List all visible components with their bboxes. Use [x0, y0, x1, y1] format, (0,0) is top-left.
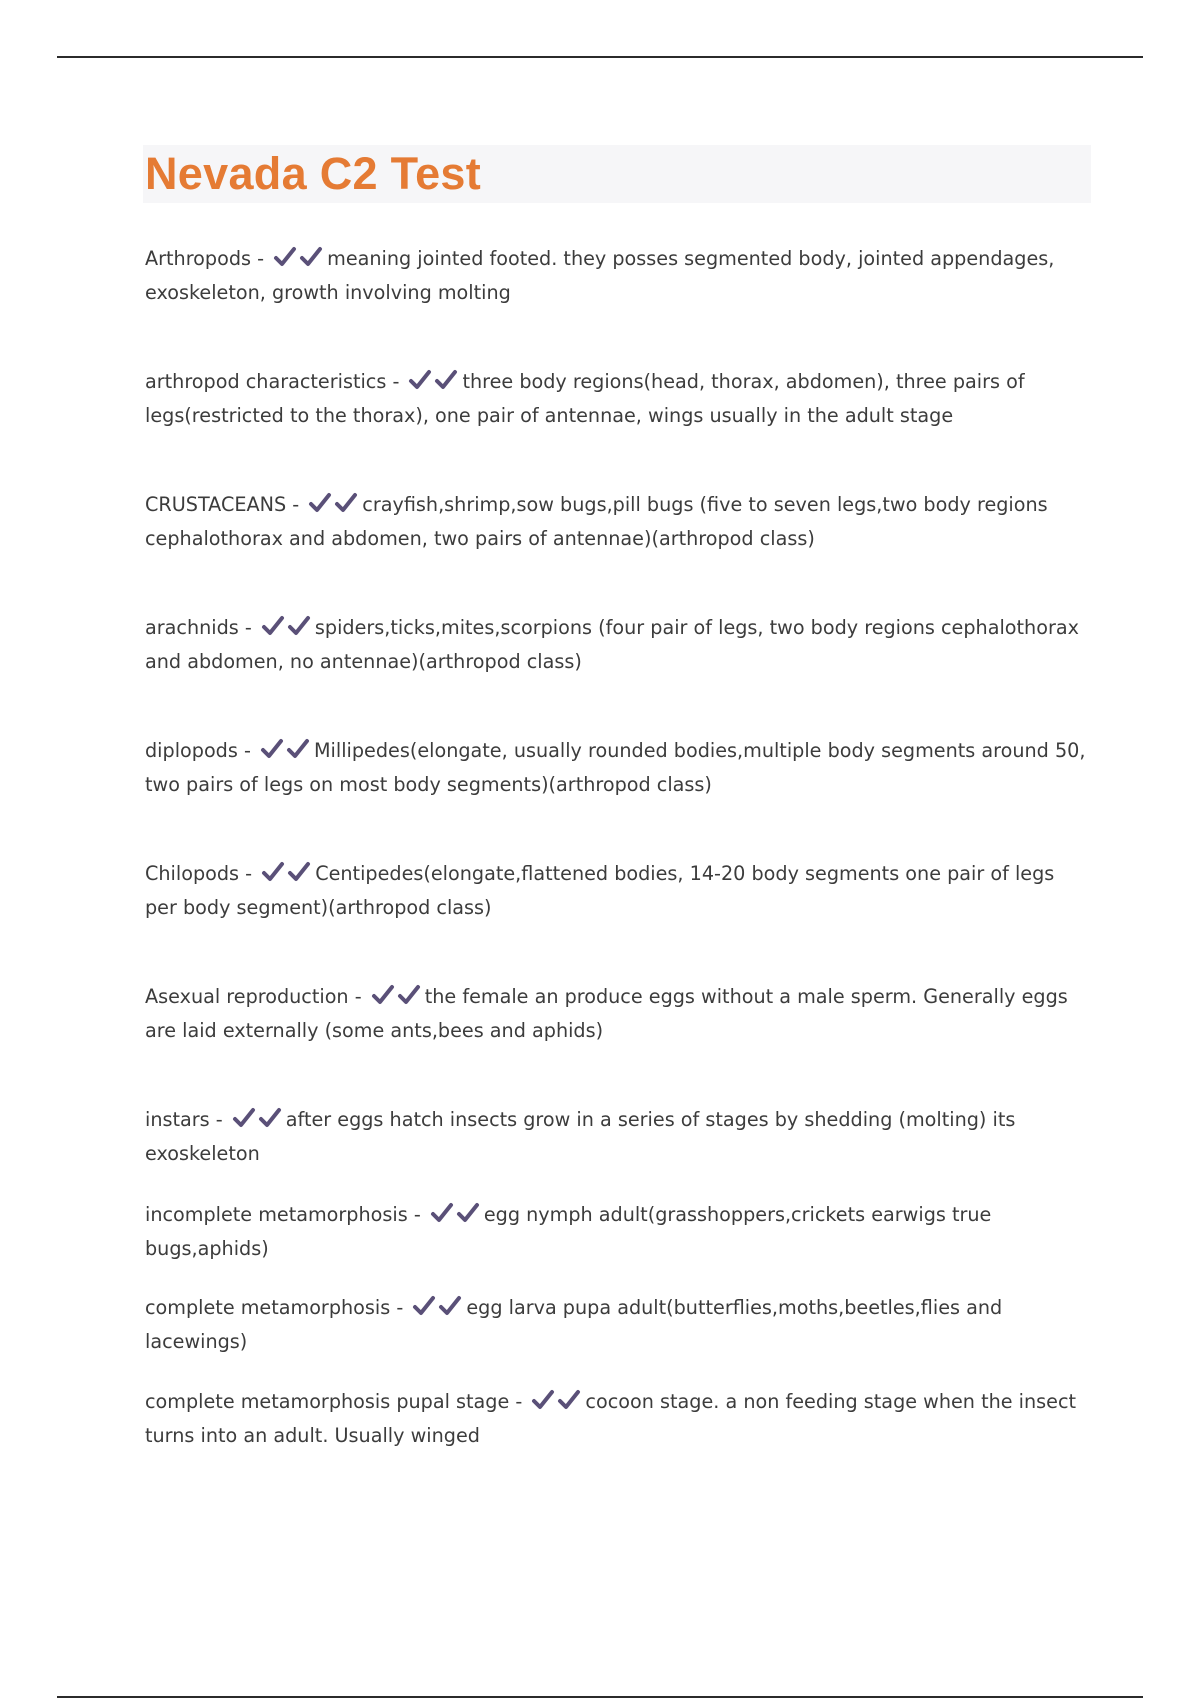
entry-definition: after eggs hatch insects grow in a series of stages by shedding (molting) its exoskeleton [145, 1108, 1016, 1165]
entry-definition: crayfish,shrimp,sow bugs,pill bugs (five to seven legs,two body regions cephalothorax and abdomen, two pairs of antennae)(arthropod class) [145, 493, 1048, 550]
entry-definition: the female an produce eggs without a male sperm. Generally eggs are laid externally (some ants,bees and aphids) [145, 985, 1068, 1042]
term-separator: - [237, 739, 257, 762]
flashcard-entry [145, 736, 1090, 800]
entry-definition: cocoon stage. a non feeding stage when the insect turns into an adult. Usually winged [145, 1390, 1077, 1447]
term-separator: - [238, 616, 258, 639]
double-check-icon [232, 1107, 284, 1139]
flashcard-entry [145, 1105, 1090, 1169]
entry-definition: Centipedes(elongate,flattened bodies, 14-20 body segments one pair of legs per body segment)(arthropod class) [145, 862, 1055, 919]
entry-term: Arthropods [145, 247, 251, 270]
entry-term: arachnids [145, 616, 239, 639]
entry-definition: meaning jointed footed. they posses segmented body, jointed appendages, exoskeleton, growth involving molting [145, 247, 1055, 304]
term-separator: - [239, 862, 259, 885]
double-check-icon [371, 984, 423, 1016]
title-band [143, 145, 1091, 203]
term-separator: - [509, 1390, 529, 1413]
term-separator: - [286, 493, 306, 516]
double-check-icon [260, 738, 312, 770]
entry-term: complete metamorphosis pupal stage [145, 1390, 510, 1413]
entry-definition: egg larva pupa adult(butterflies,moths,beetles,flies and lacewings) [145, 1296, 1003, 1353]
entry-term: arthropod characteristics [145, 370, 387, 393]
double-check-icon [273, 246, 325, 278]
double-check-icon [412, 1295, 464, 1327]
term-separator: - [390, 1296, 410, 1319]
page-title: Nevada C2 Test [145, 148, 482, 199]
term-separator: - [348, 985, 368, 1008]
double-check-icon [261, 861, 313, 893]
double-check-icon [308, 492, 360, 524]
entry-term: complete metamorphosis [145, 1296, 391, 1319]
bottom-rule [57, 1696, 1143, 1698]
entry-term: diplopods [145, 739, 238, 762]
flashcard-entry [145, 244, 1090, 308]
entry-definition: spiders,ticks,mites,scorpions (four pair of legs, two body regions cephalothorax and abdomen, no antennae)(arthropod class) [145, 616, 1079, 673]
flashcard-entry [145, 1387, 1090, 1451]
double-check-icon [408, 369, 460, 401]
entry-definition: egg nymph adult(grasshoppers,crickets earwigs true bugs,aphids) [145, 1203, 992, 1260]
term-separator: - [251, 247, 271, 270]
entry-term: Chilopods [145, 862, 240, 885]
top-rule [57, 56, 1143, 58]
flashcard-entry [145, 613, 1090, 677]
entry-definition: Millipedes(elongate, usually rounded bodies,multiple body segments around 50, two pairs of legs on most body segments)(arthropod class) [145, 739, 1086, 796]
flashcard-entry [145, 367, 1090, 431]
flashcard-entry [145, 1293, 1090, 1357]
flashcard-entry [145, 1200, 1090, 1264]
entry-term: instars [145, 1108, 210, 1131]
term-separator: - [386, 370, 406, 393]
entry-term: incomplete metamorphosis [145, 1203, 408, 1226]
entry-definition: three body regions(head, thorax, abdomen), three pairs of legs(restricted to the thorax), one pair of antennae, wings usually in the adult stage [145, 370, 1025, 427]
term-separator: - [209, 1108, 229, 1131]
flashcard-entry [145, 982, 1090, 1046]
flashcard-entry [145, 859, 1090, 923]
double-check-icon [261, 615, 313, 647]
double-check-icon [531, 1389, 583, 1421]
double-check-icon [430, 1202, 482, 1234]
term-separator: - [407, 1203, 427, 1226]
entry-term: CRUSTACEANS [145, 493, 287, 516]
flashcard-entry [145, 490, 1090, 554]
entry-term: Asexual reproduction [145, 985, 349, 1008]
